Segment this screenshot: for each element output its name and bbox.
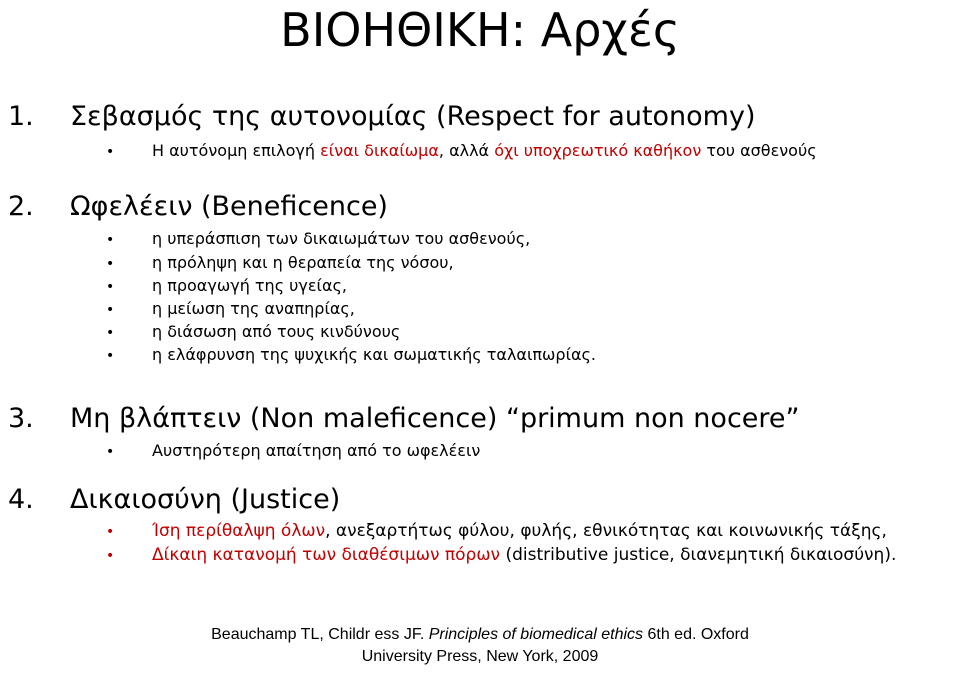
bullet-text-part: Η αυτόνομη επιλογή xyxy=(152,141,321,160)
bullet-icon: • xyxy=(106,144,115,160)
section-number: 4. xyxy=(8,484,34,515)
section-number: 3. xyxy=(8,403,34,434)
bullet-text-emphasis: είναι δικαίωμα xyxy=(320,141,439,160)
bullet-icon: • xyxy=(106,279,115,295)
reference-authors: Beauchamp TL, Childr ess JF. xyxy=(211,626,429,643)
bullet-icon: • xyxy=(106,256,115,272)
section-title: Μη βλάπτειν (Non maleficence) “primum non nocere” xyxy=(70,403,800,434)
section-4-heading xyxy=(8,483,340,517)
bullet-item xyxy=(106,252,454,275)
bullet-text-part: , αλλά xyxy=(438,141,495,160)
section-title: Δικαιοσύνη (Justice) xyxy=(70,484,341,515)
section-2-heading xyxy=(8,190,388,224)
bullet-icon: • xyxy=(106,325,115,341)
bullet-item xyxy=(106,321,400,344)
bullet-item xyxy=(106,140,817,163)
bullet-item xyxy=(106,228,530,251)
reference-edition: 6th ed. Oxford xyxy=(643,626,749,643)
bullet-text-emphasis: όχι υποχρεωτικό καθήκον xyxy=(494,141,702,160)
bullet-item xyxy=(106,275,347,298)
bullet-icon: • xyxy=(106,232,115,248)
bullet-text: η πρόληψη και η θεραπεία της νόσου, xyxy=(152,253,454,272)
section-1-heading xyxy=(8,100,756,134)
bullet-text-part: , ανεξαρτήτως φύλου, φυλής, εθνικότητας και κοινωνικής τάξης, xyxy=(325,521,887,541)
bullet-text: η υπεράσπιση των δικαιωμάτων του ασθενούς, xyxy=(152,229,531,248)
bullet-text-emphasis: Δίκαιη κατανομή των διαθέσιμων πόρων xyxy=(152,545,501,565)
bullet-icon: • xyxy=(106,524,115,540)
reference-line-2: University Press, New York, 2009 xyxy=(361,648,599,665)
bullet-icon: • xyxy=(106,444,115,460)
slide-title: ΒΙΟΗΘΙΚΗ: Αρχές xyxy=(280,3,680,57)
bullet-text: η ελάφρυνση της ψυχικής και σωματικής ταλαιπωρίας. xyxy=(152,345,596,364)
bullet-item xyxy=(106,344,596,367)
bullet-icon: • xyxy=(106,302,115,318)
reference-line-1 xyxy=(0,624,960,645)
section-number: 2. xyxy=(8,191,34,222)
bullet-text: Αυστηρότερη απαίτηση από το ωφελέειν xyxy=(152,441,481,460)
bullet-text: η προαγωγή της υγείας, xyxy=(152,276,347,295)
section-title: Σεβασμός της αυτονομίας (Respect for autonomy) xyxy=(70,101,756,132)
reference-book-title: Principles of biomedical ethics xyxy=(428,626,644,643)
bullet-text: η μείωση της αναπηρίας, xyxy=(152,299,355,318)
bullet-text: η διάσωση από τους κινδύνους xyxy=(152,322,401,341)
bullet-item xyxy=(106,544,896,567)
bullet-text-part: του ασθενούς xyxy=(701,141,817,160)
bullet-item xyxy=(106,298,355,321)
section-3-heading xyxy=(8,402,800,436)
section-title: Ωφελέειν (Beneficence) xyxy=(70,191,388,222)
bullet-item xyxy=(106,440,480,463)
section-number: 1. xyxy=(8,101,34,132)
bullet-icon: • xyxy=(106,548,115,564)
bullet-item xyxy=(106,520,887,543)
bullet-text-part: (distributive justice, διανεμητική δικαιοσύνη). xyxy=(500,545,897,565)
bullet-text-emphasis: Ίση περίθαλψη όλων xyxy=(152,521,326,541)
bullet-icon: • xyxy=(106,348,115,364)
